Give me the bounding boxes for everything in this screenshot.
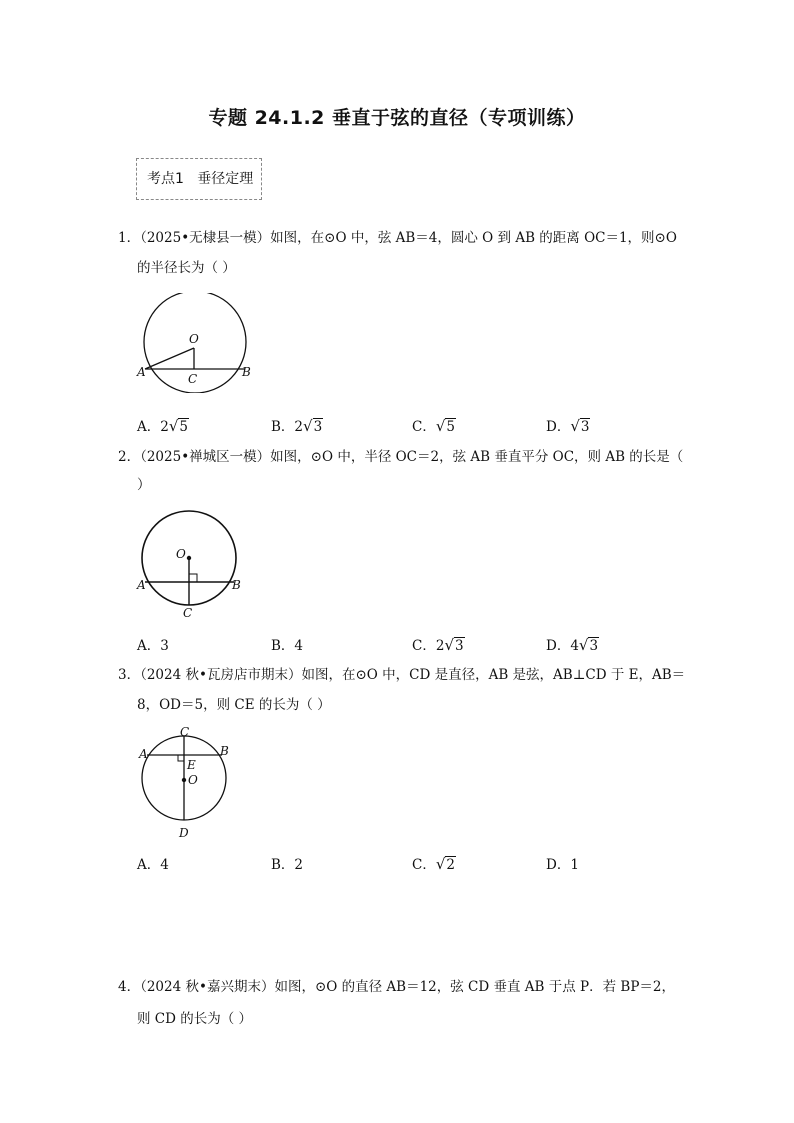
page-title: 专题 24.1.2 垂直于弦的直径（专项训练） — [208, 107, 586, 129]
segment-oa — [145, 348, 194, 369]
label-o: O — [188, 773, 198, 787]
problem-2-option-d[interactable]: D．4√3 — [546, 636, 599, 654]
label-o: O — [189, 332, 199, 346]
label-c: C — [183, 606, 193, 620]
label-a: A — [137, 578, 146, 592]
problem-1-option-c[interactable]: C．√5 — [412, 417, 455, 435]
problem-3-text-line2: 8，OD＝5，则 CE 的长为（ ） — [137, 697, 331, 713]
problem-3-option-c[interactable]: C．√2 — [412, 855, 455, 873]
right-angle-mark — [178, 755, 184, 761]
problem-1-option-a[interactable]: A．2√5 — [137, 417, 188, 435]
label-b: B — [220, 744, 229, 758]
right-angle-mark — [189, 574, 197, 582]
problem-2-option-c[interactable]: C．2√3 — [412, 636, 464, 654]
problem-1-option-b[interactable]: B．2√3 — [271, 417, 323, 435]
problem-4-text-line1: 4．（2024 秋•嘉兴期末）如图，⊙O 的直径 AB＝12，弦 CD 垂直 AB 于点 P．若 BP＝2， — [118, 979, 676, 995]
problem-1-option-d[interactable]: D．√3 — [546, 417, 590, 435]
problem-1-figure — [136, 293, 256, 393]
label-a: A — [137, 365, 146, 379]
problem-2-option-b[interactable]: B．4 — [271, 638, 304, 654]
label-e: E — [187, 758, 196, 772]
label-o: O — [176, 547, 186, 561]
center-point — [182, 778, 186, 782]
problem-4-text-line2: 则 CD 的长为（ ） — [137, 1011, 253, 1027]
problem-3-option-b[interactable]: B．2 — [271, 857, 304, 873]
problem-2-text-line2: ） — [137, 477, 151, 493]
label-c: C — [188, 372, 198, 386]
problem-1-text-line2: 的半径长为（ ） — [137, 260, 236, 276]
problem-3-text-line1: 3．（2024 秋•瓦房店市期末）如图，在⊙O 中，CD 是直径，AB 是弦，AB⊥CD 于 E，AB＝ — [118, 667, 686, 683]
center-point — [187, 556, 191, 560]
problem-2-text-line1: 2．（2025•禅城区一模）如图，⊙O 中，半径 OC＝2，弦 AB 垂直平分 OC，则 AB 的长是（ — [118, 449, 684, 465]
problem-3-option-d[interactable]: D．1 — [546, 857, 579, 873]
label-d: D — [179, 826, 189, 840]
label-b: B — [242, 365, 251, 379]
problem-2-option-a[interactable]: A．3 — [137, 638, 169, 654]
problem-1-text-line1: 1．（2025•无棣县一模）如图，在⊙O 中，弦 AB＝4，圆心 O 到 AB 的距离 OC＝1，则⊙O — [118, 230, 677, 246]
label-c: C — [180, 725, 190, 739]
problem-3-figure — [136, 722, 232, 842]
label-a: A — [139, 747, 148, 761]
problem-3-option-a[interactable]: A．4 — [137, 857, 169, 873]
problem-2-figure — [134, 508, 250, 620]
section-label: 考点1 垂径定理 — [136, 158, 262, 200]
label-b: B — [232, 578, 241, 592]
